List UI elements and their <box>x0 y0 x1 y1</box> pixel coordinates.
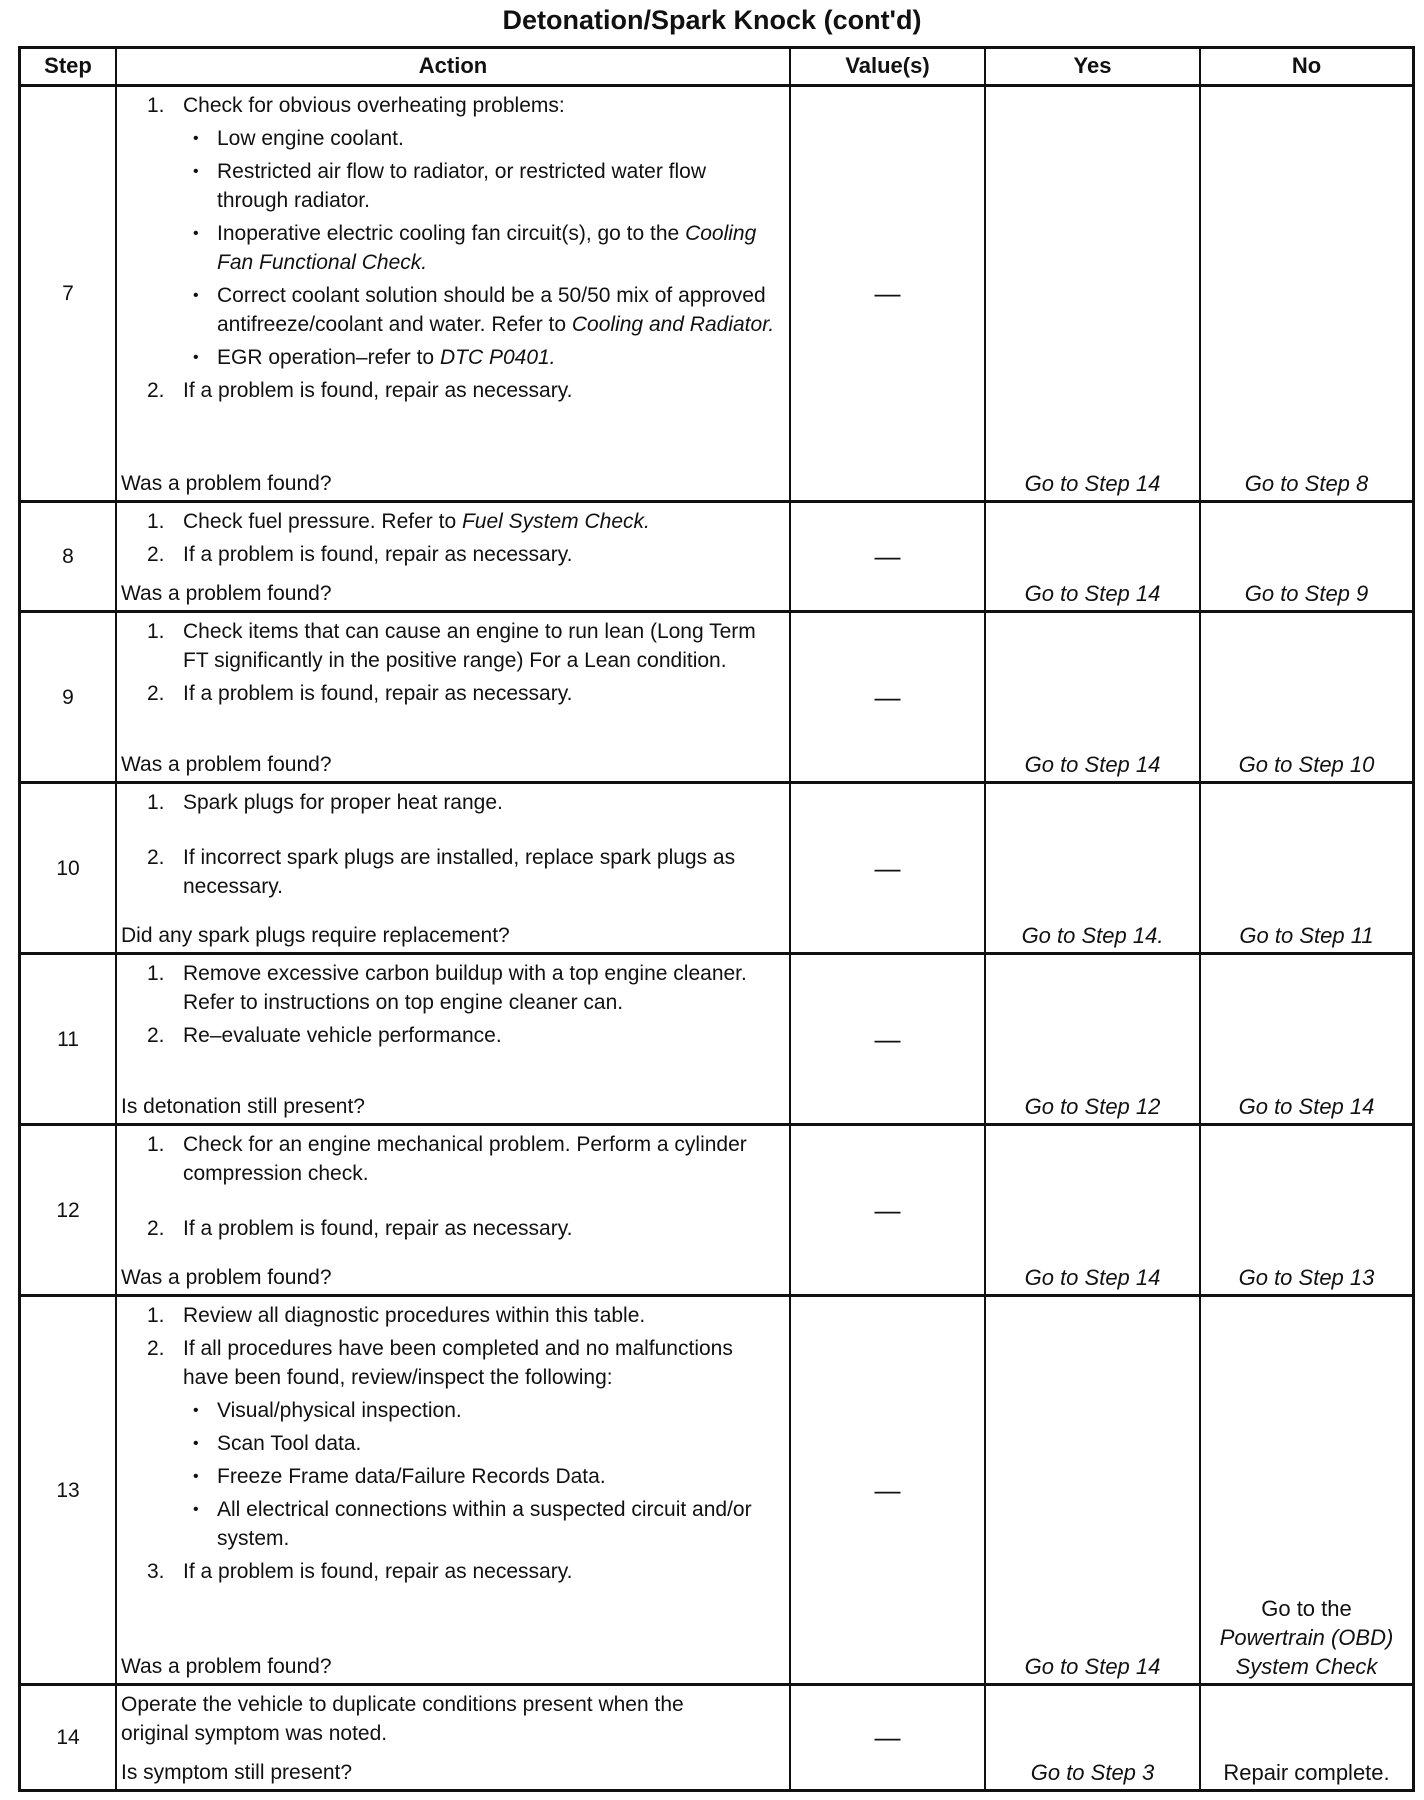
question: Was a problem found? <box>121 753 332 776</box>
question: Was a problem found? <box>121 582 332 605</box>
yes-result: Go to Step 3 <box>1030 1760 1155 1785</box>
question: Was a problem found? <box>121 1655 332 1678</box>
no-cell <box>1201 1297 1412 1686</box>
no-cell <box>1201 87 1412 503</box>
action-step-text: If a problem is found, repair as necessary. <box>183 682 573 705</box>
yes-result: Go to Step 14 <box>1024 1265 1161 1290</box>
no-result: Repair complete. <box>1223 1760 1390 1785</box>
value-cell: — <box>791 1297 986 1686</box>
action-cell <box>117 1686 791 1789</box>
value-cell: — <box>791 1686 986 1789</box>
diagnostic-table <box>18 46 1415 1792</box>
bullet-text: Visual/physical inspection. <box>217 1399 462 1422</box>
value-cell: — <box>791 613 986 784</box>
bullet-text: Restricted air flow to radiator, or restricted water flow through radiator. <box>217 160 707 212</box>
action-step-text: If a problem is found, repair as necessary. <box>183 543 573 566</box>
action-step-text: If incorrect spark plugs are installed, replace spark plugs as necessary. <box>183 846 736 898</box>
action-step-text: Operate the vehicle to duplicate conditions present when the original symptom was noted. <box>121 1693 684 1745</box>
no-result: Go to Step 8 <box>1244 471 1369 496</box>
action-step-text: Spark plugs for proper heat range. <box>183 791 503 814</box>
yes-cell <box>986 1297 1201 1686</box>
no-cell <box>1201 503 1412 613</box>
question: Is symptom still present? <box>121 1761 353 1784</box>
yes-cell <box>986 87 1201 503</box>
question: Is detonation still present? <box>121 1095 365 1118</box>
no-result: Go to Step 11 <box>1239 923 1374 948</box>
yes-cell <box>986 1126 1201 1297</box>
yes-result: Go to Step 12 <box>1024 1094 1161 1119</box>
bullet-text: Scan Tool data. <box>217 1432 362 1455</box>
value-cell: — <box>791 784 986 955</box>
yes-cell <box>986 503 1201 613</box>
reference-link: Cooling Fan Functional Check. <box>217 222 757 274</box>
action-cell: 1. Spark plugs for proper heat range. 2. If incorrect spark plugs are installed, replace spark plugs as necessary. Did any spark plugs require replacement? <box>117 784 791 955</box>
action-cell: 1. Check items that can cause an engine to run lean (Long Term FT significantly in the positive range) For a Lean condition. 2. If a problem is found, repair as necessary. Was a problem found? <box>117 613 791 784</box>
no-cell <box>1201 955 1412 1126</box>
step-number: 8 <box>21 503 117 613</box>
action-step-text: Re–evaluate vehicle performance. <box>183 1024 502 1047</box>
action-step-text: If a problem is found, repair as necessary. <box>183 1560 573 1583</box>
action-cell: 1. Review all diagnostic procedures within this table. 2. If all procedures have been completed and no malfunctions have been found, review/inspect the following: • Visual/physical inspection. • Scan Tool data. • Freeze Frame data/Failure Records Data. • All electrical connections within a suspected circuit and/or system. 3. If a problem is found, repair as necessary. Was a problem found? <box>117 1297 791 1686</box>
yes-cell <box>986 955 1201 1126</box>
no-result: Go to Step 14 <box>1238 1094 1375 1119</box>
step-number: 11 <box>21 955 117 1126</box>
yes-result: Go to Step 14 <box>1024 471 1161 496</box>
header-values: Value(s) <box>791 49 986 87</box>
yes-result: Go to Step 14 <box>1024 1654 1161 1679</box>
action-cell: 1. Check for an engine mechanical problem. Perform a cylinder compression check. 2. If a problem is found, repair as necessary. Was a problem found? <box>117 1126 791 1297</box>
action-step-text: Check for obvious overheating problems: <box>183 94 565 117</box>
question: Was a problem found? <box>121 472 332 495</box>
yes-cell <box>986 784 1201 955</box>
action-step-text: If all procedures have been completed and no malfunctions have been found, review/inspect the following: <box>183 1337 733 1389</box>
question: Did any spark plugs require replacement? <box>121 924 510 947</box>
reference-link: Fuel System Check. <box>461 510 650 533</box>
action-cell: 1. Check fuel pressure. Refer to Fuel System Check. 2. If a problem is found, repair as necessary. Was a problem found? <box>117 503 791 613</box>
no-cell <box>1201 784 1412 955</box>
bullet-text: EGR operation–refer to <box>217 346 435 369</box>
step-number: 7 <box>21 87 117 503</box>
step-number: 13 <box>21 1297 117 1686</box>
step-number: 14 <box>21 1686 117 1789</box>
action-step-text: If a problem is found, repair as necessary. <box>183 379 573 402</box>
reference-link: Cooling and Radiator. <box>571 313 775 336</box>
bullet-text: Inoperative electric cooling fan circuit(s), go to the <box>217 222 680 245</box>
no-result <box>1201 1594 1412 1681</box>
reference-link: DTC P0401. <box>439 346 556 369</box>
no-result: Go to Step 10 <box>1238 752 1375 777</box>
action-step-text: Check items that can cause an engine to run lean (Long Term FT significantly in the positive range) For a Lean condition. <box>183 620 756 672</box>
header-step: Step <box>21 49 117 87</box>
question: Was a problem found? <box>121 1266 332 1289</box>
action-step-text: Check for an engine mechanical problem. Perform a cylinder compression check. <box>183 1133 747 1185</box>
page-title: Detonation/Spark Knock (cont'd) <box>502 5 922 35</box>
action-cell: 1. Check for obvious overheating problems: • Low engine coolant. • Restricted air flow to radiator, or restricted water flow through radiator. • Inoperative electric cooling fan circuit(s), go to the Cooling Fan Functional Check. • Correct coolant solution should be a 50/50 mix of approved antifreeze/coolant and water. Refer to Cooling and Radiator. • EGR operation–refer to DTC P0401. 2. If a problem is found, repair as necessary. Was a problem found? <box>117 87 791 503</box>
bullet-text: Low engine coolant. <box>217 127 404 150</box>
bullet-text: Freeze Frame data/Failure Records Data. <box>217 1465 606 1488</box>
reference-link: Powertrain (OBD) <box>1219 1625 1394 1650</box>
header-yes: Yes <box>986 49 1201 87</box>
step-number: 10 <box>21 784 117 955</box>
action-step-text: Remove excessive carbon buildup with a top engine cleaner. Refer to instructions on top engine cleaner can. <box>183 962 747 1014</box>
yes-cell <box>986 613 1201 784</box>
value-cell: — <box>791 1126 986 1297</box>
no-result-line: Go to the <box>1261 1596 1352 1621</box>
reference-link: System Check <box>1235 1654 1378 1679</box>
action-step-text: If a problem is found, repair as necessary. <box>183 1217 573 1240</box>
value-cell: — <box>791 87 986 503</box>
yes-result: Go to Step 14 <box>1024 581 1161 606</box>
yes-result: Go to Step 14. <box>1021 923 1164 948</box>
step-number: 12 <box>21 1126 117 1297</box>
action-step-text: Review all diagnostic procedures within this table. <box>183 1304 646 1327</box>
bullet-text: Correct coolant solution should be a 50/50 mix of approved antifreeze/coolant and water. Refer to <box>217 284 766 336</box>
action-step-text: Check fuel pressure. Refer to <box>183 510 457 533</box>
action-cell: 1. Remove excessive carbon buildup with a top engine cleaner. Refer to instructions on top engine cleaner can. 2. Re–evaluate vehicle performance. Is detonation still present? <box>117 955 791 1126</box>
no-result: Go to Step 13 <box>1238 1265 1375 1290</box>
yes-cell <box>986 1686 1201 1789</box>
value-cell: — <box>791 503 986 613</box>
step-number: 9 <box>21 613 117 784</box>
bullet-text: All electrical connections within a suspected circuit and/or system. <box>217 1498 752 1550</box>
no-result: Go to Step 9 <box>1244 581 1369 606</box>
yes-result: Go to Step 14 <box>1024 752 1161 777</box>
no-cell <box>1201 1686 1412 1789</box>
no-cell <box>1201 613 1412 784</box>
header-action: Action <box>117 49 791 87</box>
header-no: No <box>1201 49 1412 87</box>
no-cell <box>1201 1126 1412 1297</box>
value-cell: — <box>791 955 986 1126</box>
